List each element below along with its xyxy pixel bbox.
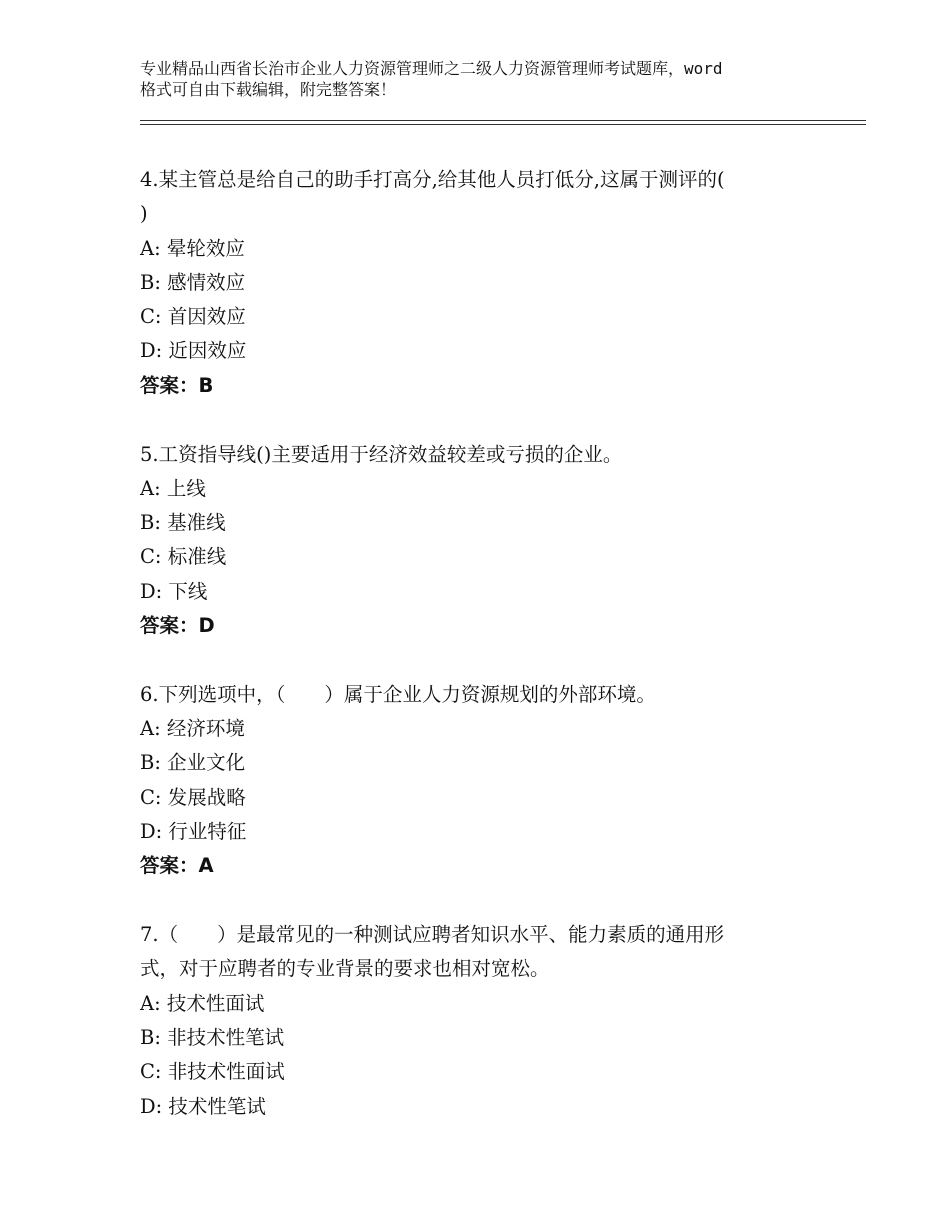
- option-c: C: 标准线: [140, 545, 227, 569]
- option-d: D: 行业特征: [140, 820, 247, 844]
- option-b: B: 企业文化: [140, 751, 246, 775]
- option-b: B: 基准线: [140, 511, 226, 535]
- answer-label: 答案：B: [140, 373, 214, 397]
- question-stem: 4.某主管总是给自己的助手打高分,给其他人员打低分,这属于测评的( ): [140, 168, 725, 226]
- option-a: A: 上线: [140, 476, 206, 500]
- question-7: [140, 918, 820, 1124]
- option-b: B: 非技术性笔试: [140, 1026, 285, 1050]
- question-4: [140, 163, 820, 403]
- header-line-1: 专业精品山西省长治市企业人力资源管理师之二级人力资源管理师考试题库，word: [140, 59, 723, 78]
- option-c: C: 首因效应: [140, 305, 246, 329]
- option-d: D: 近因效应: [140, 339, 247, 363]
- question-stem: 5.工资指导线()主要适用于经济效益较差或亏损的企业。: [140, 442, 623, 466]
- header-line-2: 格式可自由下载编辑，附完整答案！: [140, 80, 397, 99]
- option-a: A: 晕轮效应: [140, 236, 245, 260]
- document-header: [140, 58, 830, 100]
- question-stem: 6.下列选项中，（ ）属于企业人力资源规划的外部环境。: [140, 682, 656, 706]
- header-divider-top: [140, 120, 866, 121]
- option-a: A: 技术性面试: [140, 991, 265, 1015]
- option-d: D: 技术性笔试: [140, 1094, 266, 1118]
- option-c: C: 非技术性面试: [140, 1060, 285, 1084]
- question-list: [140, 163, 820, 1124]
- question-6: [140, 678, 820, 884]
- option-c: C: 发展战略: [140, 785, 246, 809]
- option-d: D: 下线: [140, 579, 208, 603]
- option-b: B: 感情效应: [140, 270, 246, 294]
- answer-label: 答案：A: [140, 854, 214, 878]
- question-stem: 7.（ ）是最常见的一种测试应聘者知识水平、能力素质的通用形 式，对于应聘者的专业背景的要求也相对宽松。: [140, 923, 725, 981]
- answer-label: 答案：D: [140, 614, 215, 638]
- question-5: [140, 438, 820, 644]
- header-divider-bottom: [140, 124, 866, 125]
- option-a: A: 经济环境: [140, 717, 245, 741]
